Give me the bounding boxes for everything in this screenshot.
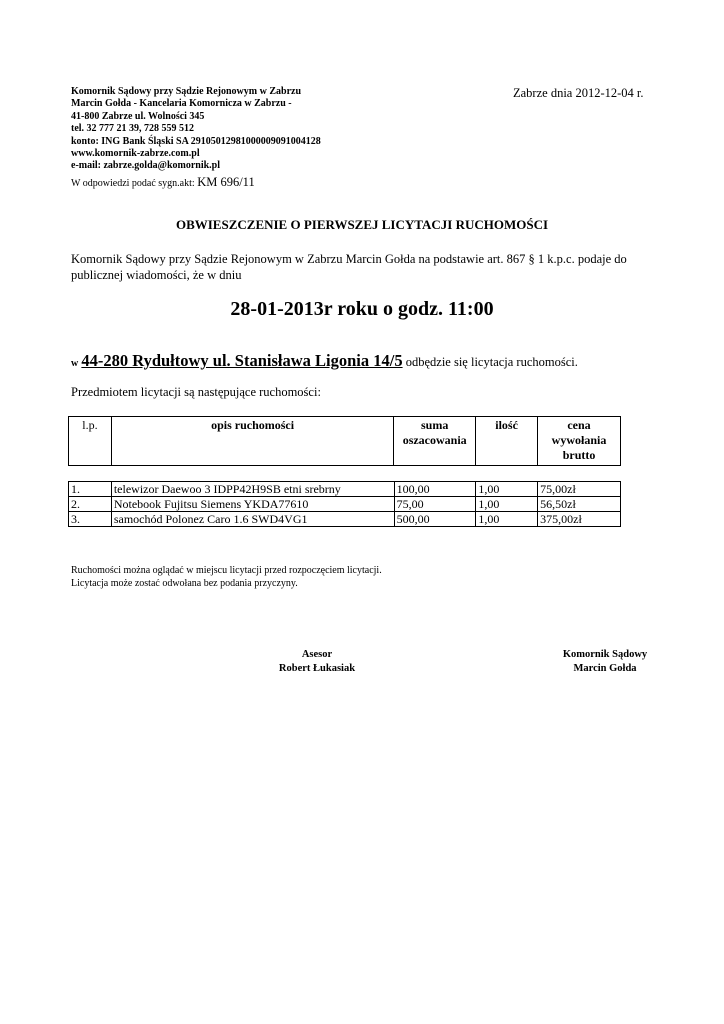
- cell-valuation: 75,00: [394, 497, 476, 512]
- items-table: [68, 481, 621, 527]
- subject-line: Przedmiotem licytacji są następujące ruchomości:: [71, 385, 321, 399]
- cell-price: 75,00zł: [538, 482, 621, 497]
- place-date: Zabrze dnia 2012-12-04 r.: [513, 86, 644, 100]
- table-header-row: [69, 417, 621, 466]
- cell-description: telewizor Daewoo 3 IDPP42H9SB etni srebrny: [111, 482, 394, 497]
- header-price: [538, 417, 621, 466]
- signature-assessor-name: Robert Łukasiak: [278, 663, 356, 674]
- header-price-line1: cena: [567, 418, 591, 432]
- location-suffix: odbędzie się licytacja ruchomości.: [405, 355, 578, 369]
- cell-price: 375,00zł: [538, 512, 621, 527]
- case-reference-number: KM 696/11: [197, 175, 255, 189]
- cell-description: samochód Polonez Caro 1.6 SWD4VG1: [111, 512, 394, 527]
- header-price-line2: wywołania: [551, 433, 607, 447]
- signature-assessor: [262, 648, 372, 676]
- case-reference-label: W odpowiedzi podać sygn.akt:: [71, 178, 195, 189]
- location-address: 44-280 Rydułtowy ul. Stanisława Ligonia 14/5: [81, 351, 403, 370]
- header-lp: l.p.: [69, 417, 112, 466]
- sender-bank-account: konto: ING Bank Śląski SA 29105012981000009091004128: [71, 135, 321, 147]
- header-price-line3: brutto: [562, 448, 596, 462]
- note-line: Licytacja może zostać odwołana bez podania przyczyny.: [71, 577, 298, 589]
- header-quantity: ilość: [476, 417, 538, 466]
- intro-paragraph: Komornik Sądowy przy Sądzie Rejonowym w Zabrzu Marcin Gołda na podstawie art. 867 § 1 k.p.c. podaje do publicznej wiadomości, że w dniu: [71, 252, 627, 282]
- signature-bailiff-role: Komornik Sądowy: [562, 649, 648, 660]
- cell-lp: 3.: [69, 512, 112, 527]
- note-line: Ruchomości można oglądać w miejscu licytacji przed rozpoczęciem licytacji.: [71, 565, 382, 576]
- header-description: opis ruchomości: [111, 417, 393, 466]
- header-valuation: [394, 417, 476, 466]
- signature-assessor-role: Asesor: [301, 649, 333, 660]
- sender-email: e-mail: zabrze.golda@komornik.pl: [71, 160, 221, 172]
- cell-lp: 1.: [69, 482, 112, 497]
- sender-line: Komornik Sądowy przy Sądzie Rejonowym w Zabrzu: [71, 86, 302, 97]
- cell-lp: 2.: [69, 497, 112, 512]
- location-prefix: w: [71, 358, 79, 369]
- header-valuation-line2: oszacowania: [402, 433, 467, 447]
- document-title: OBWIESZCZENIE O PIERWSZEJ LICYTACJI RUCHOMOŚCI: [175, 217, 549, 232]
- notes: [71, 565, 382, 590]
- cell-quantity: 1,00: [476, 512, 538, 527]
- auction-datetime: 28-01-2013r roku o godz. 11:00: [230, 298, 494, 320]
- auction-location: [71, 351, 578, 371]
- header-valuation-line1: suma: [421, 418, 449, 432]
- table-row: [69, 482, 621, 497]
- cell-price: 56,50zł: [538, 497, 621, 512]
- sender-website: www.komornik-zabrze.com.pl: [71, 148, 200, 160]
- cell-quantity: 1,00: [476, 482, 538, 497]
- cell-description: Notebook Fujitsu Siemens YKDA77610: [111, 497, 394, 512]
- cell-valuation: 500,00: [394, 512, 476, 527]
- sender-line: Marcin Gołda - Kancelaria Komornicza w Zabrzu -: [71, 98, 292, 110]
- signature-bailiff: [545, 648, 665, 676]
- items-table-header: [68, 416, 621, 466]
- cell-quantity: 1,00: [476, 497, 538, 512]
- table-row: [69, 512, 621, 527]
- case-reference: [71, 175, 255, 190]
- table-row: [69, 497, 621, 512]
- cell-valuation: 100,00: [394, 482, 476, 497]
- sender-line: 41-800 Zabrze ul. Wolności 345: [71, 110, 205, 122]
- signature-bailiff-name: Marcin Gołda: [573, 663, 637, 674]
- sender-block: [71, 86, 321, 173]
- sender-phone: tel. 32 777 21 39, 728 559 512: [71, 123, 195, 135]
